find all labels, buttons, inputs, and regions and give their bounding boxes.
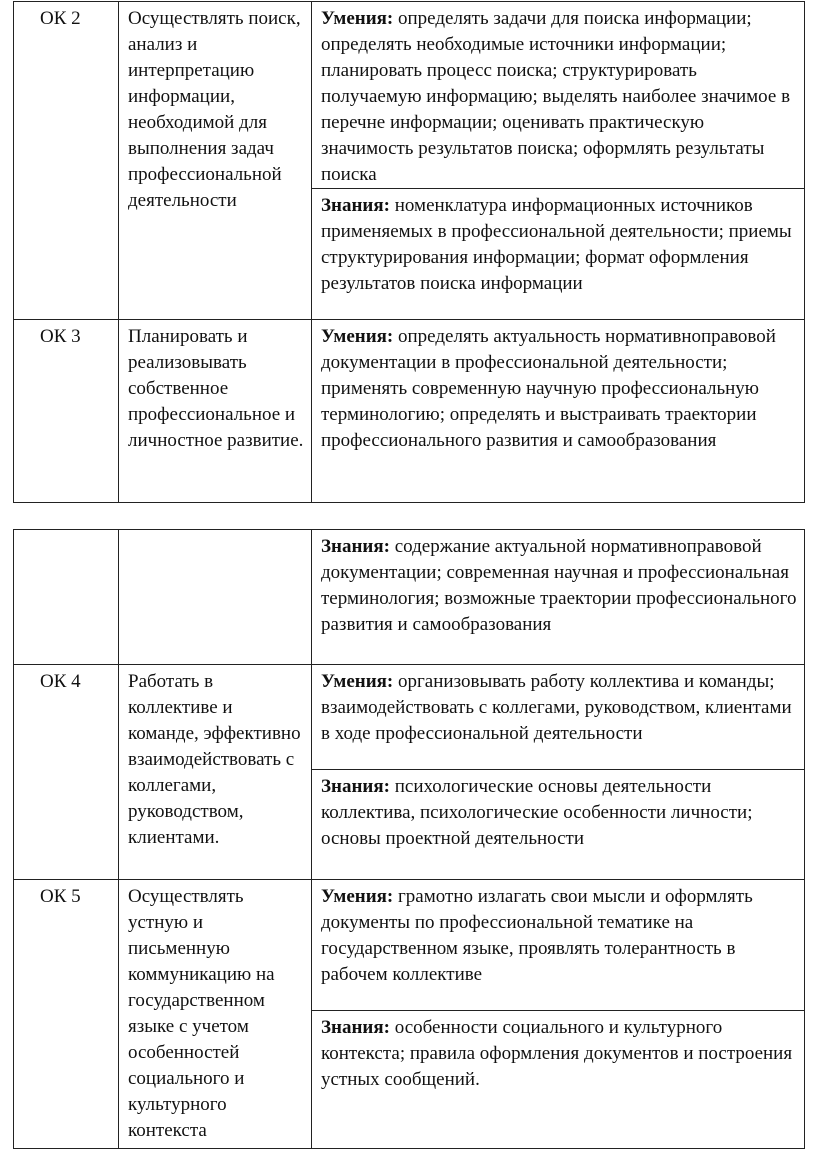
competency-description: Работать в коллективе и команде, эффективно взаимодействовать с коллегами, руководством, клиентами. [119,665,312,880]
competency-table-part-1 [13,1,805,503]
skills-text: организовывать работу коллектива и команды; взаимодействовать с коллегами, руководством, клиентами в ходе профессиональной деятельности [321,671,792,744]
knowledge-text: номенклатура информационных источников применяемых в профессиональной деятельности; приемы структурирования информации; формат оформления результатов поиска информации [321,195,792,294]
knowledge-cell [312,770,805,880]
knowledge-text: особенности социального и культурного контекста; правила оформления документов и построения устных сообщений. [321,1017,793,1090]
skills-label: Умения: [321,886,394,907]
skills-text: определять задачи для поиска информации; определять необходимые источники информации; планировать процесс поиска; структурировать получаемую информацию; выделять наиболее значимое в перечне информации; оценивать практическую значимость результатов поиска; оформлять результаты поиска [321,8,791,185]
knowledge-cell [312,1011,805,1149]
competency-description-empty [119,530,312,665]
knowledge-label: Знания: [321,536,390,557]
competency-description: Осуществлять поиск, анализ и интерпретацию информации, необходимой для выполнения задач профессиональной деятельности [119,2,312,320]
competency-description: Планировать и реализовывать собственное профессиональное и личностное развитие. [119,320,312,503]
skills-text: определять актуальность нормативноправовой документации в профессиональной деятельности; применять современную научную профессиональную терминологию; определять и выстраивать траектории профессионального развития и самообразования [321,326,776,451]
skills-cell [312,880,805,1011]
skills-label: Умения: [321,326,394,347]
knowledge-cell [312,189,805,320]
competency-code: ОК 3 [14,320,119,503]
skills-label: Умения: [321,671,394,692]
knowledge-label: Знания: [321,195,390,216]
knowledge-label: Знания: [321,776,390,797]
skills-cell [312,320,805,503]
competency-code: ОК 4 [14,665,119,880]
competency-table-part-2 [13,529,805,1149]
knowledge-cell [312,530,805,665]
skills-cell [312,665,805,770]
competency-code-empty [14,530,119,665]
knowledge-text: содержание актуальной нормативноправовой документации; современная научная и профессиональная терминология; возможные траектории профессионального развития и самообразования [321,536,797,635]
skills-text: грамотно излагать свои мысли и оформлять документы по профессиональной тематике на государственном языке, проявлять толерантность в рабочем коллективе [321,886,753,985]
table-row-ok2 [14,2,805,189]
knowledge-text: психологические основы деятельности коллектива, психологические особенности личности; основы проектной деятельности [321,776,753,849]
table-row-ok3 [14,320,805,503]
competency-code: ОК 2 [14,2,119,320]
skills-cell [312,2,805,189]
table-row-ok4 [14,665,805,770]
knowledge-label: Знания: [321,1017,390,1038]
table-row-ok5 [14,880,805,1011]
skills-label: Умения: [321,8,394,29]
competency-code: ОК 5 [14,880,119,1149]
competency-description: Осуществлять устную и письменную коммуникацию на государственном языке с учетом особенностей социального и культурного контекста [119,880,312,1149]
table-row-ok3-continued [14,530,805,665]
